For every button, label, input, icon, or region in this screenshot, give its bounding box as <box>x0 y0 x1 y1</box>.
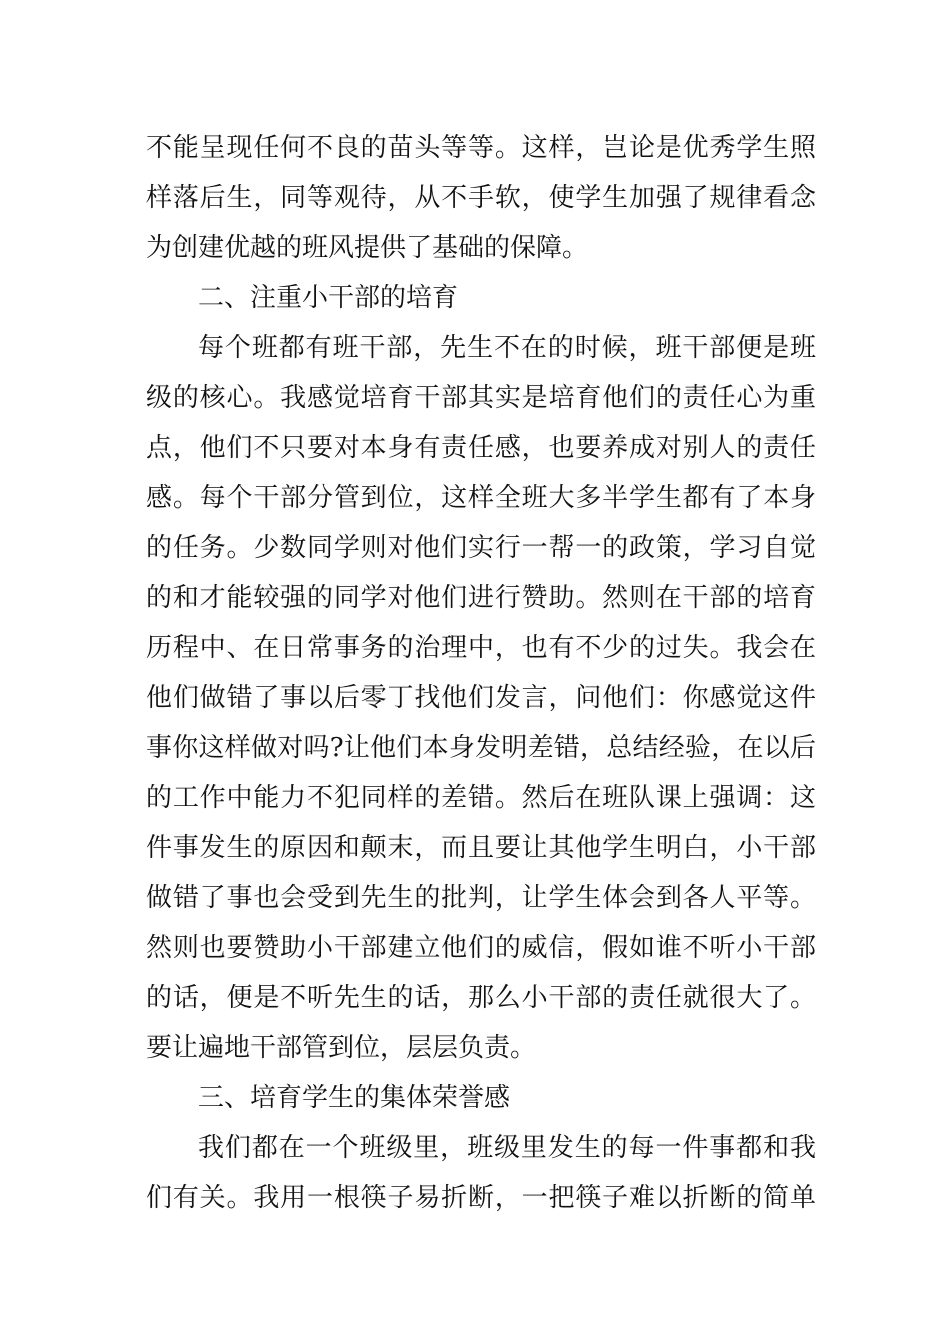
text-line: 的和才能较强的同学对他们进行赞助。然则在干部的培育 <box>146 583 816 613</box>
text-line: 要让遍地干部管到位，层层负责。 <box>146 1033 537 1063</box>
text-line: 的任务。少数同学则对他们实行一帮一的政策，学习自觉 <box>146 533 816 563</box>
section-heading: 三、培育学生的集体荣誉感 <box>198 1083 511 1113</box>
text-line: 不能呈现任何不良的苗头等等。这样，岂论是优秀学生照 <box>146 133 816 163</box>
text-line: 感。每个干部分管到位，这样全班大多半学生都有了本身 <box>146 483 816 513</box>
text-line: 为创建优越的班风提供了基础的保障。 <box>146 233 589 263</box>
section-heading: 二、注重小干部的培育 <box>198 283 459 313</box>
text-line: 历程中、在日常事务的治理中，也有不少的过失。我会在 <box>146 633 816 663</box>
text-line: 样落后生，同等观待，从不手软，使学生加强了规律看念 <box>146 183 816 213</box>
text-line: 每个班都有班干部，先生不在的时候，班干部便是班 <box>198 333 816 363</box>
text-line: 我们都在一个班级里，班级里发生的每一件事都和我 <box>198 1133 816 1163</box>
text-line: 的话，便是不听先生的话，那么小干部的责任就很大了。 <box>146 983 816 1013</box>
text-line: 然则也要赞助小干部建立他们的威信，假如谁不听小干部 <box>146 933 816 963</box>
text-line: 件事发生的原因和颠末，而且要让其他学生明白，小干部 <box>146 833 816 863</box>
text-line: 做错了事也会受到先生的批判，让学生体会到各人平等。 <box>146 883 816 913</box>
text-line: 点，他们不只要对本身有责任感，也要养成对别人的责任 <box>146 433 816 463</box>
text-line: 级的核心。我感觉培育干部其实是培育他们的责任心为重 <box>146 383 816 413</box>
text-line: 的工作中能力不犯同样的差错。然后在班队课上强调：这 <box>146 783 816 813</box>
text-line: 事你这样做对吗?让他们本身发明差错，总结经验，在以后 <box>146 733 816 763</box>
text-line: 们有关。我用一根筷子易折断，一把筷子难以折断的简单 <box>146 1183 816 1213</box>
text-line: 他们做错了事以后零丁找他们发言，问他们：你感觉这件 <box>146 683 816 713</box>
